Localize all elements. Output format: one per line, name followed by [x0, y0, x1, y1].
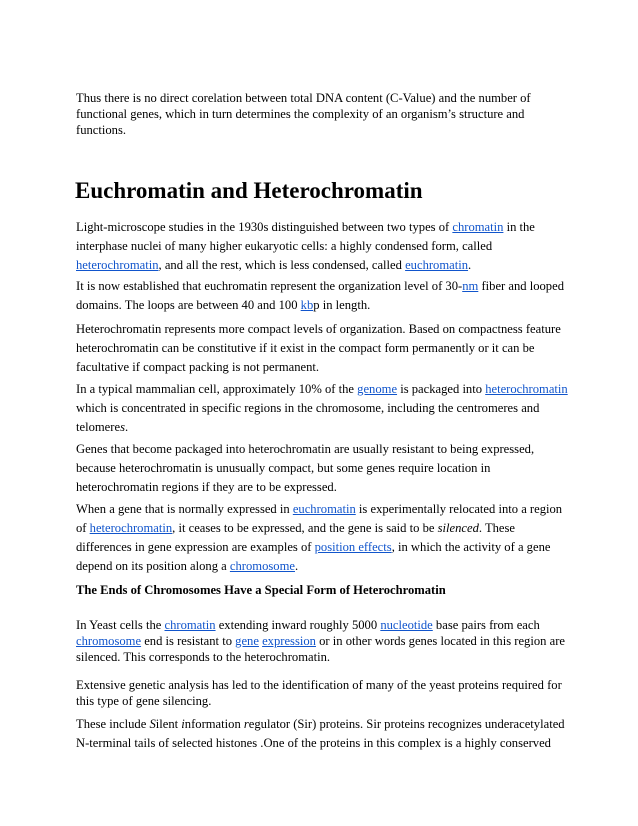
text-run: , it ceases to be expressed, and the gene is said to be	[172, 521, 438, 535]
text-run: extending inward roughly 5000	[215, 618, 381, 632]
link-nucleotide[interactable]: nucleotide	[380, 618, 433, 632]
paragraph-sir-proteins	[76, 715, 568, 753]
text-run: ilent	[155, 717, 182, 731]
text-run: Light-microscope studies in the 1930s distinguished between two types of	[76, 220, 453, 234]
link-genome[interactable]: genome	[357, 382, 398, 396]
text-run: In Yeast cells the	[76, 618, 165, 632]
link-expression[interactable]: expression	[262, 634, 316, 648]
text-run: or in other words genes located in this region are silenced. This corresponds to the heterochromatin.	[76, 634, 565, 664]
text-run: fiber and looped domains. The loops are between 40 and 100	[76, 279, 564, 312]
link-heterochromatin[interactable]: heterochromatin	[485, 382, 568, 396]
text-run: base pairs from each	[432, 618, 540, 632]
paragraph-genetic-analysis: Extensive genetic analysis has led to the identification of many of the yeast proteins required for this type of gene silencing.	[76, 678, 562, 708]
link-kb[interactable]: kb	[300, 298, 314, 312]
text-run: . These differences in gene expression are examples of	[76, 521, 516, 554]
text-run: .	[468, 258, 472, 272]
link-euchromatin[interactable]: euchromatin	[292, 502, 356, 516]
link-chromatin[interactable]: chromatin	[164, 618, 216, 632]
text-run: .	[294, 559, 299, 573]
text-run: , in which the activity of a gene depend on its position along a	[76, 540, 551, 573]
paragraph-genes-packaged: Genes that become packaged into heterochromatin are usually resistant to being expressed, because heterochromatin is unusually compact, but some genes require location in heterochromatin regions if they are to be expressed.	[76, 442, 535, 494]
text-run: , and all the rest, which is less condensed, called	[158, 258, 406, 272]
text-run: is experimentally relocated into a region of	[76, 502, 563, 535]
paragraph-heterochromatin-compact: Heterochromatin represents more compact levels of organization. Based on compactness feature heterochromatin can be constitutive if it exist in the compact form permanently or it can be facultative if compact packing is not permanent.	[76, 322, 561, 374]
text-run: s	[120, 420, 125, 434]
link-heterochromatin[interactable]: heterochromatin	[76, 258, 159, 272]
link-heterochromatin[interactable]: heterochromatin	[89, 521, 173, 535]
text-run: These include	[76, 717, 150, 731]
text-run: S	[149, 717, 156, 731]
link-euchromatin[interactable]: euchromatin	[405, 258, 469, 272]
text-run: i	[181, 717, 185, 731]
link-chromatin[interactable]: chromatin	[452, 220, 504, 234]
text-run: end is resistant to	[141, 634, 236, 648]
text-run: silenced	[437, 521, 479, 535]
text-run: p in length.	[313, 298, 371, 312]
text-run: nformation	[184, 717, 244, 731]
link-gene[interactable]: gene	[235, 634, 259, 648]
link-chromosome[interactable]: chromosome	[76, 634, 142, 648]
paragraph-yeast-cells	[76, 617, 568, 665]
paragraph-euchromatin-level	[76, 277, 568, 315]
paragraph-light-microscope	[76, 218, 568, 275]
text-run: When a gene that is normally expressed in	[76, 502, 293, 516]
text-run: .	[124, 420, 129, 434]
text-run: is packaged into	[397, 382, 486, 396]
text-run: which is concentrated in specific regions in the chromosome, including the centromeres and telomere	[76, 401, 540, 434]
text-run: in the interphase nuclei of many higher eukaryotic cells: a highly condensed form, called	[76, 220, 535, 253]
link-nm[interactable]: nm	[462, 279, 479, 293]
paragraph-gene-relocated	[76, 500, 568, 576]
intro-paragraph: Thus there is no direct corelation between total DNA content (C-Value) and the number of functional genes, which in turn determines the complexity of an organism’s structure and functions.	[76, 91, 531, 137]
text-run: In a typical mammalian cell, approximately 10% of the	[76, 382, 358, 396]
paragraph-mammalian-cell	[76, 380, 568, 437]
text-run: r	[243, 717, 249, 731]
text-run: It is now established that euchromatin represent the organization level of 30-	[76, 279, 463, 293]
text-run: egulator (Sir) proteins. Sir proteins recognizes underacetylated N-terminal tails of selected histones .One of the proteins in this complex is a highly conserved	[76, 717, 565, 750]
link-position-effects[interactable]: position effects	[314, 540, 392, 554]
link-chromosome[interactable]: chromosome	[229, 559, 295, 573]
section-heading: Euchromatin and Heterochromatin	[75, 178, 423, 203]
subsection-heading: The Ends of Chromosomes Have a Special Form of Heterochromatin	[76, 583, 446, 597]
